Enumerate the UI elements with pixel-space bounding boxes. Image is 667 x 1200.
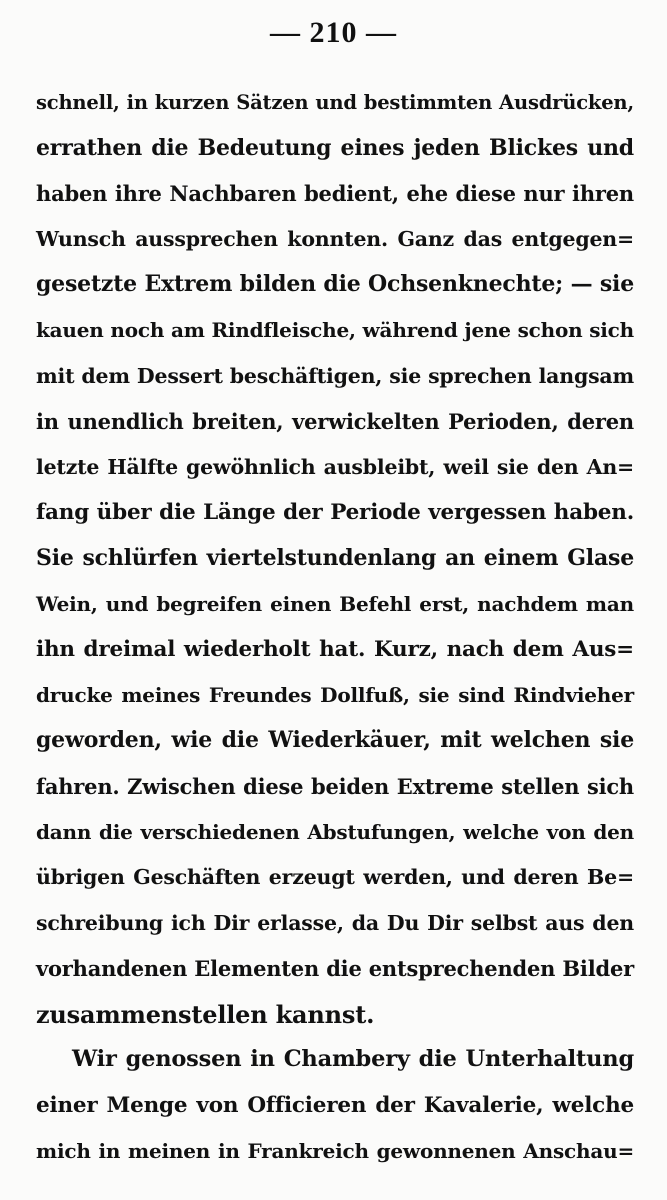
text-line: kauen noch am Rindfleische, während jene schon sich <box>36 317 634 342</box>
text-line: geworden, wie die Wiederkäuer, mit welchen sie <box>36 727 634 754</box>
text-line: letzte Hälfte gewöhnlich ausbleibt, weil sie den An= <box>36 454 634 479</box>
text-line: dann die verschiedenen Abstufungen, welche von den <box>36 819 634 844</box>
text-line: Wein, und begreifen einen Befehl erst, nachdem man <box>36 591 634 616</box>
text-line: fahren. Zwischen diese beiden Extreme stellen sich <box>36 773 634 799</box>
text-line: mit dem Dessert beschäftigen, sie sprechen langsam <box>36 363 634 388</box>
text-line: haben ihre Nachbaren bedient, ehe diese nur ihren <box>36 181 634 207</box>
text-line: einer Menge von Officieren der Kavalerie, welche <box>36 1093 634 1119</box>
text-line: Sie schlürfen viertelstundenlang an einem Glase <box>36 544 634 571</box>
text-line: drucke meines Freundes Dollfuß, sie sind Rindvieher <box>36 682 634 707</box>
text-line: mich in meinen in Frankreich gewonnenen Anschau= <box>36 1138 634 1163</box>
text-line-paragraph-start: Wir genossen in Chambery die Unterhaltung <box>72 1046 634 1073</box>
text-line-paragraph-end: zusammenstellen kannst. <box>36 999 375 1029</box>
text-line: schreibung ich Dir erlasse, da Du Dir selbst aus den <box>36 910 634 935</box>
text-line: schnell, in kurzen Sätzen und bestimmten Ausdrücken, <box>36 91 634 114</box>
page-body-text <box>36 80 634 1174</box>
text-line: fang über die Länge der Periode vergessen haben. <box>36 500 634 526</box>
text-line: gesetzte Extrem bilden die Ochsenknechte; — sie <box>36 271 634 298</box>
text-line: ihn dreimal wiederholt hat. Kurz, nach dem Aus= <box>36 637 634 663</box>
text-line: übrigen Geschäften erzeugt werden, und deren Be= <box>36 865 634 890</box>
page-number: — 210 — <box>270 16 397 49</box>
text-line: Wunsch aussprechen konnten. Ganz das entgegen= <box>36 226 634 251</box>
text-line: in unendlich breiten, verwickelten Perioden, deren <box>36 409 634 435</box>
text-line: errathen die Bedeutung eines jeden Blickes und <box>36 134 634 161</box>
text-line: vorhandenen Elementen die entsprechenden Bilder <box>36 956 634 982</box>
